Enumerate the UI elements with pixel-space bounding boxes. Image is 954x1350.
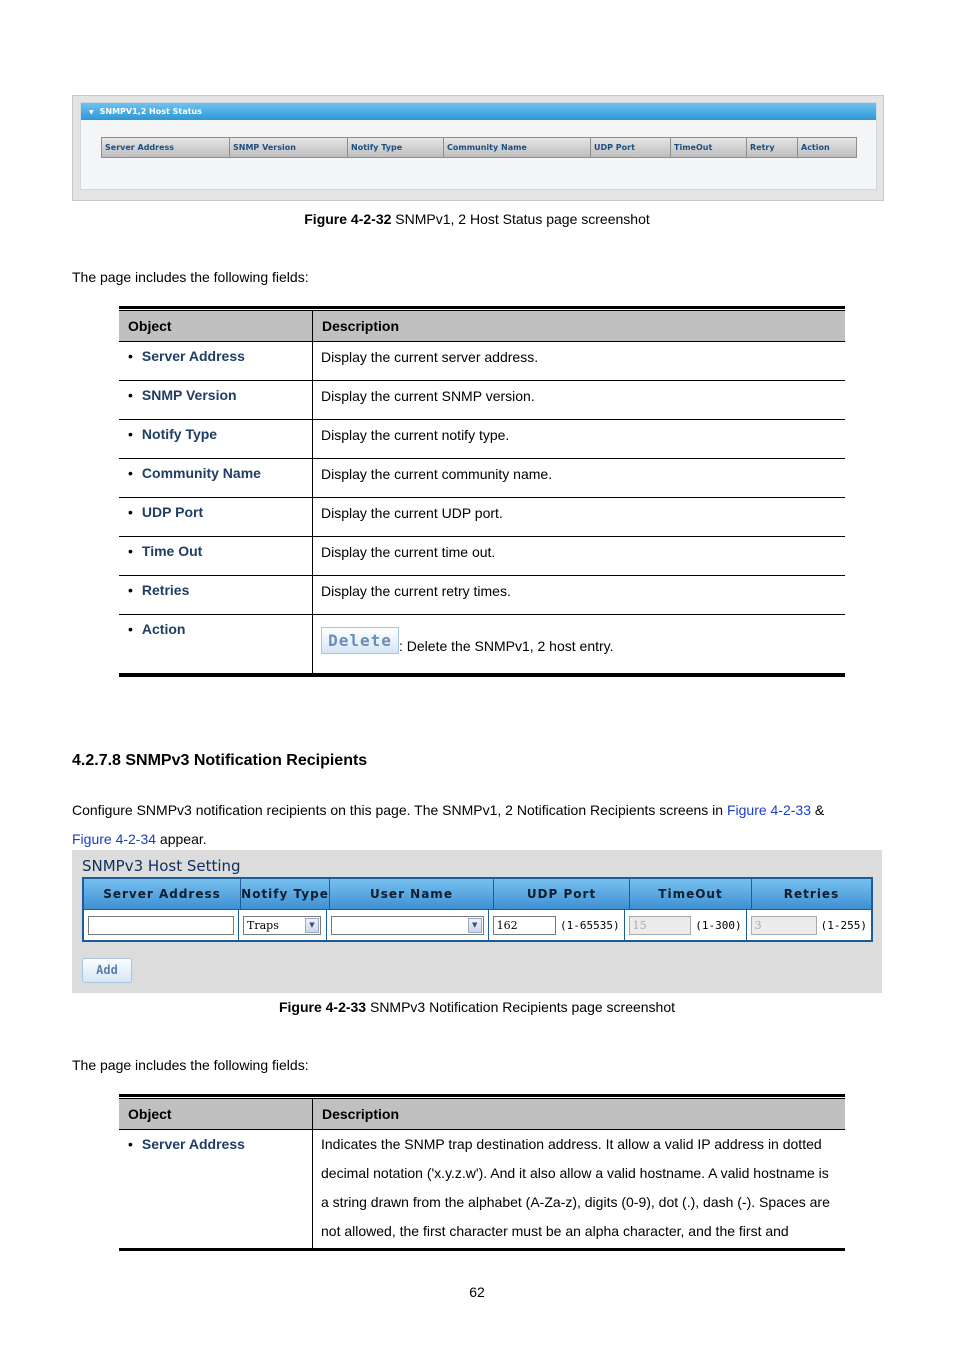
col-udp-port: UDP Port — [591, 138, 671, 157]
page-number: 62 — [469, 1284, 485, 1300]
col-action: Action — [801, 143, 830, 152]
col-snmp-version: SNMP Version — [230, 138, 348, 157]
section-paragraph: Configure SNMPv3 notification recipients on this page. The SNMPv1, 2 Notification Recipients screens in Figure 4-2-33 & Figure 4-2-34 appear. — [72, 802, 825, 847]
host-status-panel-header[interactable] — [81, 103, 876, 120]
host-setting-table — [82, 877, 873, 942]
udp-port-range: (1-65535) — [560, 918, 620, 932]
server-address-input[interactable] — [88, 916, 234, 935]
notify-type-select[interactable]: Traps ▼ — [243, 916, 321, 935]
collapse-triangle-icon[interactable]: ▼ — [89, 109, 94, 116]
intro-text-1: The page includes the following fields: — [72, 269, 309, 285]
host-status-table-header — [101, 137, 857, 158]
col-notify-type: Notify Type — [241, 879, 330, 909]
figure-caption-1: Figure 4-2-32 SNMPv1, 2 Host Status page screenshot — [304, 211, 650, 227]
timeout-input[interactable]: 15 — [629, 916, 692, 935]
host-setting-title: SNMPv3 Host Setting — [82, 857, 241, 875]
col-retry: Retry — [747, 138, 798, 157]
fields-table-1 — [119, 306, 845, 677]
snmpv12-host-status-screenshot — [72, 95, 884, 201]
col-server-address: Server Address — [84, 879, 241, 909]
table-header: Object Description — [119, 310, 845, 342]
user-name-select[interactable] — [331, 916, 484, 935]
figure-link-4-2-33[interactable]: Figure 4-2-33 — [726, 802, 811, 818]
table-row: • Community Name Display the current community name. — [119, 459, 845, 498]
col-udp-port: UDP Port — [494, 879, 630, 909]
timeout-range: (1-300) — [695, 918, 742, 932]
section-heading: 4.2.7.8 SNMPv3 Notification Recipients — [72, 752, 368, 769]
table-row: • Time Out Display the current time out. — [119, 537, 845, 576]
table-header: Object Description — [119, 1098, 845, 1130]
table-row: • Server Address Display the current server address. — [119, 342, 845, 381]
col-notify-type: Notify Type — [348, 138, 444, 157]
table-row: • Notify Type Display the current notify type. — [119, 420, 845, 459]
figure-caption-2: Figure 4-2-33 SNMPv3 Notification Recipients page screenshot — [278, 999, 676, 1015]
intro-text-2: The page includes the following fields: — [72, 1057, 309, 1073]
fields-table-2 — [119, 1094, 845, 1251]
col-community-name: Community Name — [444, 138, 591, 157]
figure-link-4-2-34[interactable]: Figure 4-2-34 — [72, 831, 157, 847]
retries-range: (1-255) — [820, 918, 867, 932]
chevron-down-icon: ▼ — [305, 918, 319, 933]
chevron-down-icon: ▼ — [468, 918, 482, 933]
table-row: • SNMP Version Display the current SNMP version. — [119, 381, 845, 420]
col-timeout: TimeOut — [671, 138, 747, 157]
add-button[interactable]: Add — [82, 958, 132, 983]
snmpv3-host-setting-screenshot — [72, 850, 882, 993]
table-row: • Retries Display the current retry times. — [119, 576, 845, 615]
col-retries: Retries — [783, 887, 840, 901]
udp-port-input[interactable]: 162 — [493, 916, 556, 935]
table-row: • Action Delete : Delete the SNMPv1, 2 host entry. — [119, 615, 845, 674]
host-status-panel — [80, 102, 877, 190]
host-setting-table-header — [84, 879, 871, 909]
col-user-name: User Name — [330, 879, 494, 909]
delete-button[interactable]: Delete — [321, 627, 399, 654]
col-timeout: TimeOut — [630, 879, 752, 909]
host-setting-row — [84, 909, 871, 940]
table-row: • UDP Port Display the current UDP port. — [119, 498, 845, 537]
col-server-address: Server Address — [102, 138, 230, 157]
table-row: • Server Address Indicates the SNMP trap destination address. It allow a valid IP address in dotted decimal notation ('x.y.z.w'). And it also allow a valid hostname. A valid hostname is a string drawn from the alphabet (A-Za-z), digits (0-9), dot (.), dash (-). Spaces are not allowed, the first character must be an alpha character, and the first and — [119, 1130, 845, 1248]
host-status-panel-title: SNMPV1,2 Host Status — [99, 107, 202, 116]
retries-input[interactable]: 3 — [751, 916, 817, 935]
